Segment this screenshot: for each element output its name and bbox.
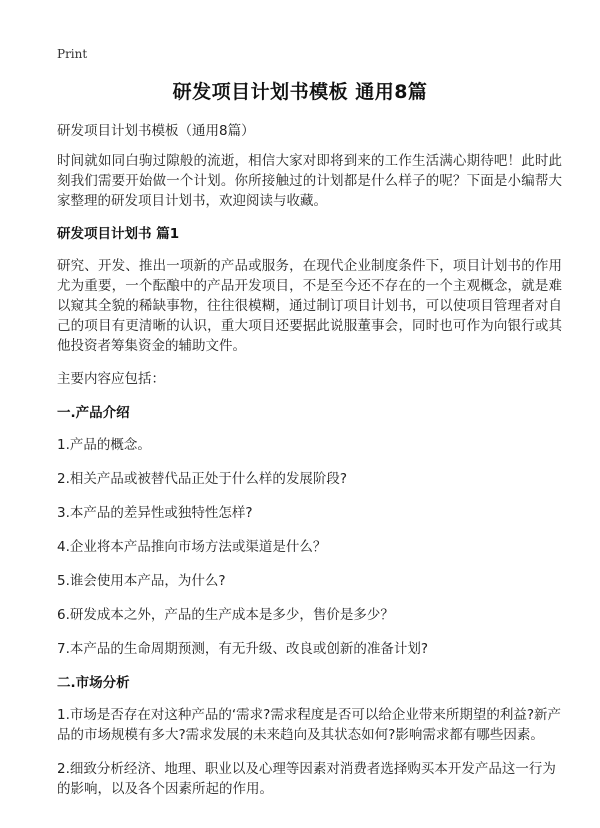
list-item: 1.产品的概念。	[57, 437, 151, 453]
document-body	[57, 121, 562, 813]
section-heading: 研发项目计划书 篇1	[57, 226, 180, 242]
list-item: 2.相关产品或被替代品正处于什么样的发展阶段?	[57, 471, 348, 487]
list-item: 7.本产品的生命周期预测，有无升级、改良或创新的准备计划?	[57, 641, 429, 657]
list-item: 6.研发成本之外，产品的生产成本是多少，售价是多少？	[57, 607, 394, 623]
intro-paragraph: 时间就如同白驹过隙般的流逝，相信大家对即将到来的工作生活满心期待吧！此时此刻我们需要开始做一个计划。你所接触过的计划都是什么样子的呢？下面是小编帮大家整理的研发项目计划书，欢迎阅读与收藏。	[57, 153, 562, 209]
part1-heading: 一.产品介绍	[57, 405, 130, 421]
list-item: 1.市场是否存在对这种产品的‘需求?需求程度是否可以给企业带来所期望的利益?新产品的市场规模有多大?需求发展的未来趋向及其状态如何?影响需求都有哪些因素。	[57, 707, 562, 743]
list-item: 2.细致分析经济、地理、职业以及心理等因素对消费者选择购买本开发产品这一行为的影响，以及各个因素所起的作用。	[57, 761, 556, 797]
list-item: 3.本产品的差异性或独特性怎样?	[57, 505, 253, 521]
part2-heading: 二.市场分析	[57, 675, 130, 691]
document-subtitle: 研发项目计划书模板（通用8篇）	[57, 123, 255, 139]
list-item: 5.谁会使用本产品，为什么?	[57, 573, 226, 589]
page-title: 研发项目计划书模板 通用8篇	[172, 81, 428, 103]
list-item: 4.企业将本产品推向市场方法或渠道是什么？	[57, 539, 327, 555]
main-content-label: 主要内容应包括：	[57, 371, 165, 387]
print-link[interactable]: Print	[57, 47, 88, 61]
section-paragraph: 研究、开发、推出一项新的产品或服务，在现代企业制度条件下，项目计划书的作用尤为重要，一个酝酿中的产品开发项目，不是至今还不存在的一个主观概念，就是难以窥其全貌的稀缺事物，往往很模糊，通过制订项目计划书，可以使项目管理者对自己的项目有更清晰的认识，重大项目还要据此说服董事会，同时也可作为向银行或其他投资者筹集资金的辅助文件。	[57, 258, 562, 354]
